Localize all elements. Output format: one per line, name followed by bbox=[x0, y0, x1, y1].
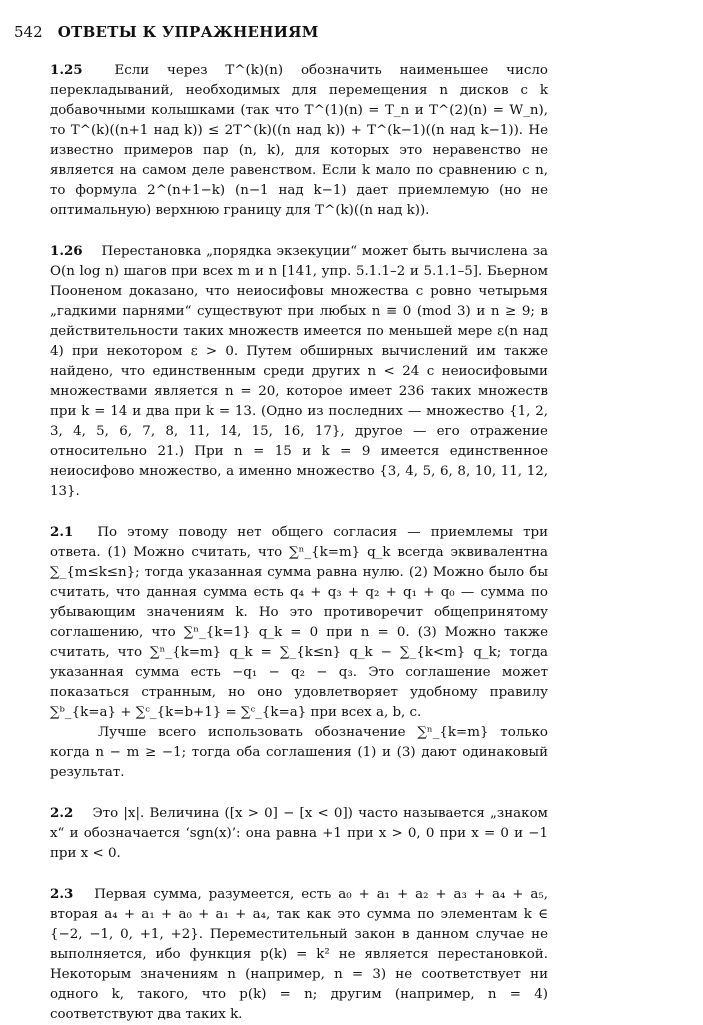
answer-text: По этому поводу нет общего согласия — приемлемы три ответа. (1) Можно считать, что ∑ⁿ_{k=m} q_k всегда эквивалентна ∑_{m≤k≤n}; тогда указанная сумма равна нулю. (2) Можно было бы считать, что данная сумма есть q₄ + q₃ + q₂ + q₁ + q₀ — сумма по убывающим значениям k. Но это противоречит общепринятому соглашению, что ∑ⁿ_{k=1} q_k = 0 при n = 0. (3) Можно также считать, что ∑ⁿ_{k=m} q_k = ∑_{k≤n} q_k − ∑_{k<m} q_k; тогда указанная сумма есть −q₁ − q₂ − q₃. Это соглашение может показаться странным, но оно удовлетворяет удобному правилу ∑ᵇ_{k=a} + ∑ᶜ_{k=b+1} = ∑ᶜ_{k=a} при всех a, b, c. bbox=[50, 525, 548, 720]
answer-2-2 bbox=[50, 803, 548, 864]
answer-text: Первая сумма, разумеется, есть a₀ + a₁ + a₂ + a₃ + a₄ + a₅, вторая a₄ + a₁ + a₀ + a₁ + a₄, так как это сумма по элементам k ∈ {−2, −1, 0, +1, +2}. Переместительный закон в данном случае не выполняется, ибо функция p(k) = k² не является перестановкой. Некоторым значениям n (например, n = 3) не соответствует ни одного k, такого, что p(k) = n; другим (например, n = 4) соответствуют два таких k. bbox=[50, 887, 548, 1022]
answer-text: Это |x|. Величина ([x > 0] − [x < 0]) часто называется „знаком x“ и обозначается ‘sgn(x)’: она равна +1 при x > 0, 0 при x = 0 и −1 при x < 0. bbox=[50, 806, 548, 861]
answer-text: Если через T^(k)(n) обозначить наименьшее число перекладываний, необходимых для перемещения n дисков с k добавочными колышками (так что T^(1)(n) = T_n и T^(2)(n) = W_n), то T^(k)((n+1 над k)) ≤ 2T^(k)((n над k)) + T^(k−1)((n над k−1)). Не известно примеров пар (n, k), для которых это неравенство не является на самом деле равенством. Если k мало по сравнению с n, то формула 2^(n+1−k) (n−1 над k−1) дает приемлемую (но не оптимальную) верхнюю границу для T^(k)((n над k)). bbox=[50, 63, 548, 218]
answer-text: Перестановка „порядка экзекуции“ может быть вычислена за O(n log n) шагов при всех m и n [141, упр. 5.1.1–2 и 5.1.1–5]. Бьерном Пооненом доказано, что неиосифовы множества с ровно четырьмя „гадкими парнями“ существуют при любых n ≡ 0 (mod 3) и n ≥ 9; в действительности таких множеств имеется по меньшей мере ε(n над 4) при некотором ε > 0. Путем обширных вычислений им также найдено, что единственным среди других n < 24 с неиосифовыми множествами является n = 20, которое имеет 236 таких множеств при k = 14 и два при k = 13. (Одно из последних — множество {1, 2, 3, 4, 5, 6, 7, 8, 11, 14, 15, 16, 17}, другое — его отражение относительно 21.) При n = 15 и k = 9 имеется единственное неиосифово множество, а именно множество {3, 4, 5, 6, 8, 10, 11, 12, 13}. bbox=[50, 244, 548, 499]
answer-1-25 bbox=[50, 60, 548, 221]
answers-body bbox=[50, 60, 548, 1025]
answer-number: 1.26 bbox=[50, 243, 83, 259]
answer-number: 2.2 bbox=[50, 805, 74, 821]
page-header bbox=[14, 22, 674, 52]
answer-2-1 bbox=[50, 522, 548, 723]
answer-2-3 bbox=[50, 884, 548, 1025]
page-number: 542 bbox=[14, 23, 43, 41]
answer-number: 2.1 bbox=[50, 524, 74, 540]
answer-2-1-paragraph-2: Лучше всего использовать обозначение ∑ⁿ_{k=m} только когда n − m ≥ −1; тогда оба соглашения (1) и (3) дают одинаковый результат. bbox=[50, 725, 548, 780]
answer-number: 2.3 bbox=[50, 886, 74, 902]
running-title: ОТВЕТЫ К УПРАЖНЕНИЯМ bbox=[57, 23, 319, 41]
answer-1-26 bbox=[50, 241, 548, 502]
answer-number: 1.25 bbox=[50, 62, 83, 78]
